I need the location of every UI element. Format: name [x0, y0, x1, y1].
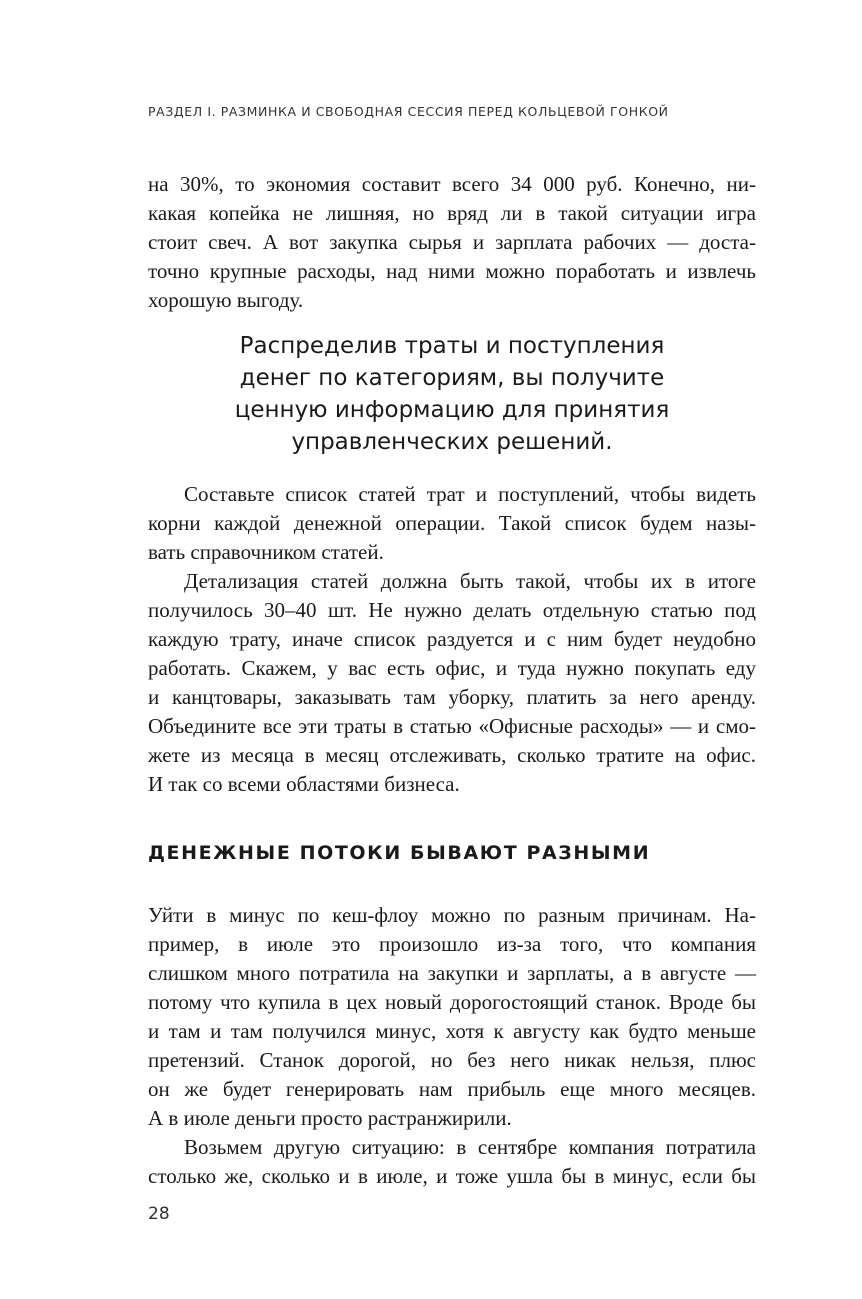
- text-line: получилось 30–40 шт. Не нужно делать отдельную статью под: [148, 598, 756, 622]
- pullquote-line: управленческих решений.: [291, 429, 613, 455]
- text-line: он же будет генерировать нам прибыль еще много месяцев.: [148, 1077, 756, 1101]
- paragraph-5: [148, 1133, 756, 1191]
- pullquote-line: Распределив траты и поступления: [239, 333, 665, 359]
- page-number: 28: [148, 1204, 170, 1224]
- paragraph-2: [148, 480, 756, 567]
- pullquote-line: ценную информацию для принятия: [234, 397, 670, 423]
- text-line: стоит свеч. А вот закупка сырья и зарплата рабочих — доста-: [148, 230, 756, 254]
- text-line: Детализация статей должна быть такой, чтобы их в итоге: [184, 569, 756, 593]
- text-line: И так со всеми областями бизнеса.: [148, 772, 460, 796]
- text-line: корни каждой денежной операции. Такой список будем назы-: [148, 511, 756, 535]
- body-section-1: [148, 480, 756, 799]
- paragraph-1: [148, 170, 756, 315]
- text-line: жете из месяца в месяц отслеживать, сколько тратите на офис.: [148, 743, 756, 767]
- pullquote: [148, 330, 756, 458]
- text-line: хорошую выгоду.: [148, 288, 304, 312]
- text-line: потому что купила в цех новый дорогостоящий станок. Вроде бы: [148, 990, 756, 1014]
- text-line: Возьмем другую ситуацию: в сентябре компания потратила: [184, 1135, 756, 1159]
- text-line: пример, в июле это произошло из-за того, что компания: [148, 932, 756, 956]
- paragraph-continuation: [148, 170, 756, 315]
- section-heading: ДЕНЕЖНЫЕ ПОТОКИ БЫВАЮТ РАЗНЫМИ: [148, 842, 651, 864]
- text-line: и канцтовары, заказывать там уборку, платить за него аренду.: [148, 685, 756, 709]
- text-line: работать. Скажем, у вас есть офис, и туда нужно покупать еду: [148, 656, 756, 680]
- text-line: каждую трату, иначе список раздуется и с ним будет неудобно: [148, 627, 756, 651]
- text-line: точно крупные расходы, над ними можно поработать и извлечь: [148, 259, 756, 283]
- text-line: А в июле деньги просто растранжирили.: [148, 1106, 512, 1130]
- text-line: слишком много потратила на закупки и зарплаты, а в августе —: [148, 961, 756, 985]
- pullquote-line: денег по категориям, вы получите: [239, 365, 665, 391]
- text-line: Уйти в минус по кеш-флоу можно по разным причинам. На-: [148, 903, 756, 927]
- text-line: вать справочником статей.: [148, 540, 384, 564]
- text-line: и там и там получился минус, хотя к августу как будто меньше: [148, 1019, 756, 1043]
- text-line: претензий. Станок дорогой, но без него никак нельзя, плюс: [148, 1048, 756, 1072]
- text-line: Объедините все эти траты в статью «Офисные расходы» — и смо-: [148, 714, 756, 738]
- body-section-2: [148, 901, 756, 1191]
- paragraph-3: [148, 567, 756, 799]
- text-line: Составьте список статей трат и поступлений, чтобы видеть: [184, 482, 756, 506]
- paragraph-4: [148, 901, 756, 1133]
- text-line: на 30%, то экономия составит всего 34 000 руб. Конечно, ни-: [148, 172, 756, 196]
- running-head: РАЗДЕЛ I. РАЗМИНКА И СВОБОДНАЯ СЕССИЯ ПЕРЕД КОЛЬЦЕВОЙ ГОНКОЙ: [148, 104, 669, 119]
- text-line: какая копейка не лишняя, но вряд ли в такой ситуации игра: [148, 201, 756, 225]
- text-line: столько же, сколько и в июле, и тоже ушла бы в минус, если бы: [148, 1164, 756, 1188]
